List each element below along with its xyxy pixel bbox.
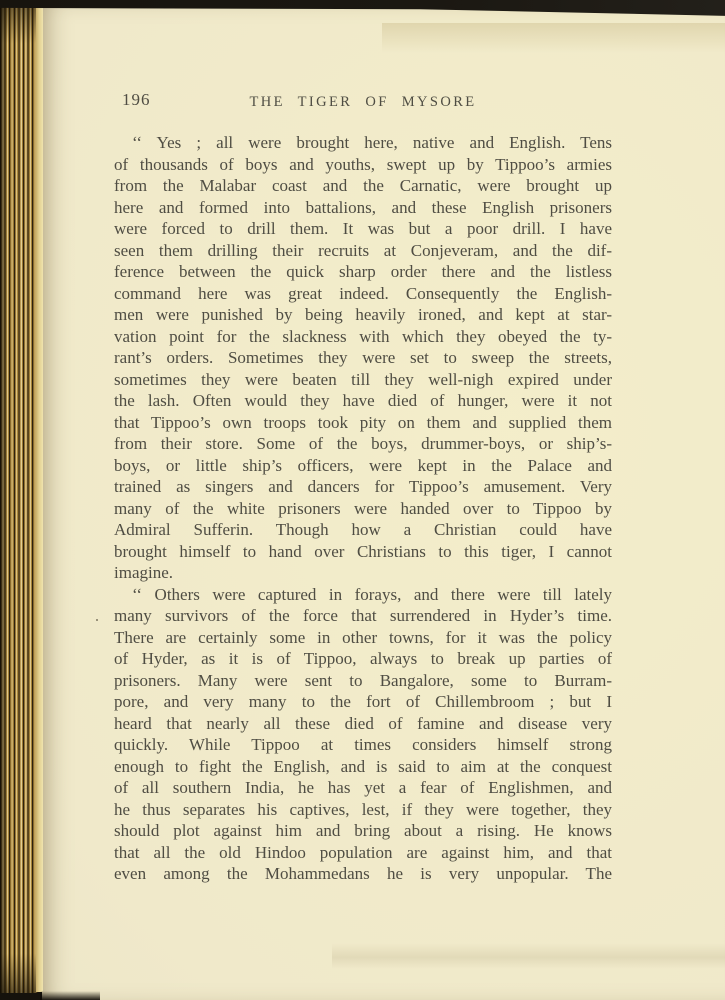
book-bottom-edge-shadow <box>40 991 100 1000</box>
text-line: here and formed into battalions, and these English prisoners <box>114 197 612 217</box>
text-line: boys, or little ship’s officers, were kept in the Palace and <box>114 455 612 475</box>
text-line: trained as singers and dancers for Tippoo’s amusement. Very <box>114 477 612 496</box>
text-line: imagine. <box>114 563 174 582</box>
text-line: command here was great indeed. Consequently the English- <box>114 283 612 303</box>
text-line: There are certainly some in other towns, for it was the policy <box>114 627 612 647</box>
text-line: enough to fight the English, and is said to aim at the conquest <box>114 756 612 776</box>
text-line: were forced to drill them. It was but a poor drill. I have <box>114 219 612 238</box>
text-line: pore, and very many to the fort of Chillembroom ; but I <box>114 692 612 711</box>
book-page-edge-highlight <box>36 6 43 992</box>
text-line: many of the white prisoners were handed over to Tippoo by <box>114 498 612 518</box>
print-speck <box>96 619 98 621</box>
text-column <box>114 90 612 885</box>
text-line: should plot against him and bring about a rising. He knows <box>114 821 612 840</box>
text-line: from their store. Some of the boys, drummer-boys, or ship’s- <box>114 434 612 453</box>
text-line: ference between the quick sharp order there and the listless <box>114 262 612 281</box>
text-line: quickly. While Tippoo at times considers himself strong <box>114 735 612 754</box>
page-curvature-shading-bottom <box>332 943 725 969</box>
running-title: THE TIGER OF MYSORE <box>249 94 477 110</box>
text-line: vation point for the slackness with which they obeyed the ty- <box>114 326 612 346</box>
book-page-edges <box>0 4 38 993</box>
text-line: men were punished by being heavily ironed, and kept at star- <box>114 305 612 324</box>
text-line: rant’s orders. Sometimes they were set to sweep the streets, <box>114 348 612 367</box>
text-line: ‘‘ Others were captured in forays, and there were till lately <box>132 584 612 604</box>
text-line: that all the old Hindoo population are against him, and that <box>114 842 612 862</box>
text-line: prisoners. Many were sent to Bangalore, some to Burram- <box>114 670 612 690</box>
text-line: the lash. Often would they have died of hunger, were it not <box>114 391 612 410</box>
text-line: many survivors of the force that surrendered in Hyder’s time. <box>114 606 612 625</box>
text-line: that Tippoo’s own troops took pity on them and supplied them <box>114 412 612 432</box>
text-line: seen them drilling their recruits at Conjeveram, and the dif- <box>114 240 612 260</box>
text-line: heard that nearly all these died of famine and disease very <box>114 713 612 733</box>
page-curvature-shading-top <box>382 23 725 53</box>
body-text <box>114 132 612 885</box>
page-number: 196 <box>122 90 151 109</box>
text-line: of Hyder, as it is of Tippoo, always to break up parties of <box>114 649 612 668</box>
page-header <box>114 90 612 110</box>
text-line: Admiral Sufferin. Though how a Christian could have <box>114 520 612 539</box>
text-line: from the Malabar coast and the Carnatic, were brought up <box>114 176 612 195</box>
text-line: ‘‘ Yes ; all were brought here, native and English. Tens <box>132 133 612 152</box>
text-line: he thus separates his captives, lest, if they were together, they <box>114 799 612 819</box>
text-line: brought himself to hand over Christians to this tiger, I cannot <box>114 541 612 561</box>
text-line: even among the Mohammedans he is very unpopular. The <box>114 864 612 883</box>
text-line: of all southern India, he has yet a fear of Englishmen, and <box>114 778 612 797</box>
text-line: of thousands of boys and youths, swept up by Tippoo’s armies <box>114 154 612 174</box>
text-line: sometimes they were beaten till they well-nigh expired under <box>114 369 612 389</box>
